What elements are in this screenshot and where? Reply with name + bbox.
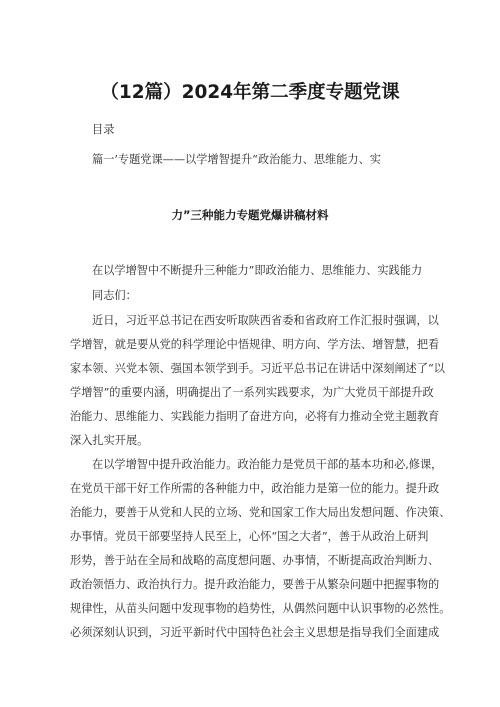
- paragraph-line: 规律性，从苗头问题中发现事物的趋势性，从偶然问题中认识事物的必然性。: [70, 602, 451, 615]
- toc-entry: 篇一’专题党课——以学增智提升“政治能力、思维能力、实: [92, 153, 381, 166]
- toc-entry-continuation: 力”三种能力专题党爆讲稿材料: [171, 208, 329, 222]
- paragraph-line: 必须深刻认识到，习近平新时代中国特色社会主义思想是指导我们全面建成: [70, 626, 440, 639]
- toc-label: 目录: [92, 123, 115, 136]
- paragraph-line: 近日，习近平总书记在西安听取陕西省委和省政府工作汇报时强调，以: [92, 314, 439, 327]
- paragraph-line: 在党员干部干好工作所需的各种能力中，政治能力是第一位的能力。提升政: [70, 482, 440, 495]
- paragraph-line: 家本领、兴党本领、强国本领学到手。习近平总书记在讲话中深刻阐述了“以: [70, 362, 445, 375]
- document-title: （12篇）2024年第二季度专题党课: [100, 82, 400, 103]
- paragraph-line: 形势，善于站在全局和战略的高度想问题、办事情，不断提高政治判断力、: [70, 554, 440, 567]
- paragraph-line: 治能力、思维能力、实践能力指明了奋进方向，必将有力推动全党主题教育: [70, 410, 440, 423]
- paragraph-line: 学增智，就是要从党的科学理论中悟规律、明方向、学方法、增智慧，把看: [70, 338, 440, 351]
- paragraph-line: 治能力，要善于从党和人民的立场、党和国家工作大局出发想问题、作决策、: [70, 506, 451, 519]
- salutation: 同志们：: [92, 289, 137, 302]
- paragraph-line: 在以学增智中提升政治能力。政治能力是党员干部的基本功和必,修课，: [92, 458, 443, 471]
- section-heading: 在以学增智中不断提升三种能力”即政治能力、思维能力、实践能力: [92, 264, 423, 277]
- paragraph-line: 办事情。党员干部要坚持人民至上，心怀“国之大者”，善于从政治上研判: [70, 530, 429, 543]
- paragraph-line: 深入扎实开展。: [70, 434, 149, 447]
- paragraph-line: 学增智”的重要内涵，明确提出了一系列实践要求，为广大党员干部提升政: [70, 386, 434, 399]
- paragraph-line: 政治领悟力、政治执行力。提升政治能力，要善于从繁杂问题中把握事物的: [70, 578, 440, 591]
